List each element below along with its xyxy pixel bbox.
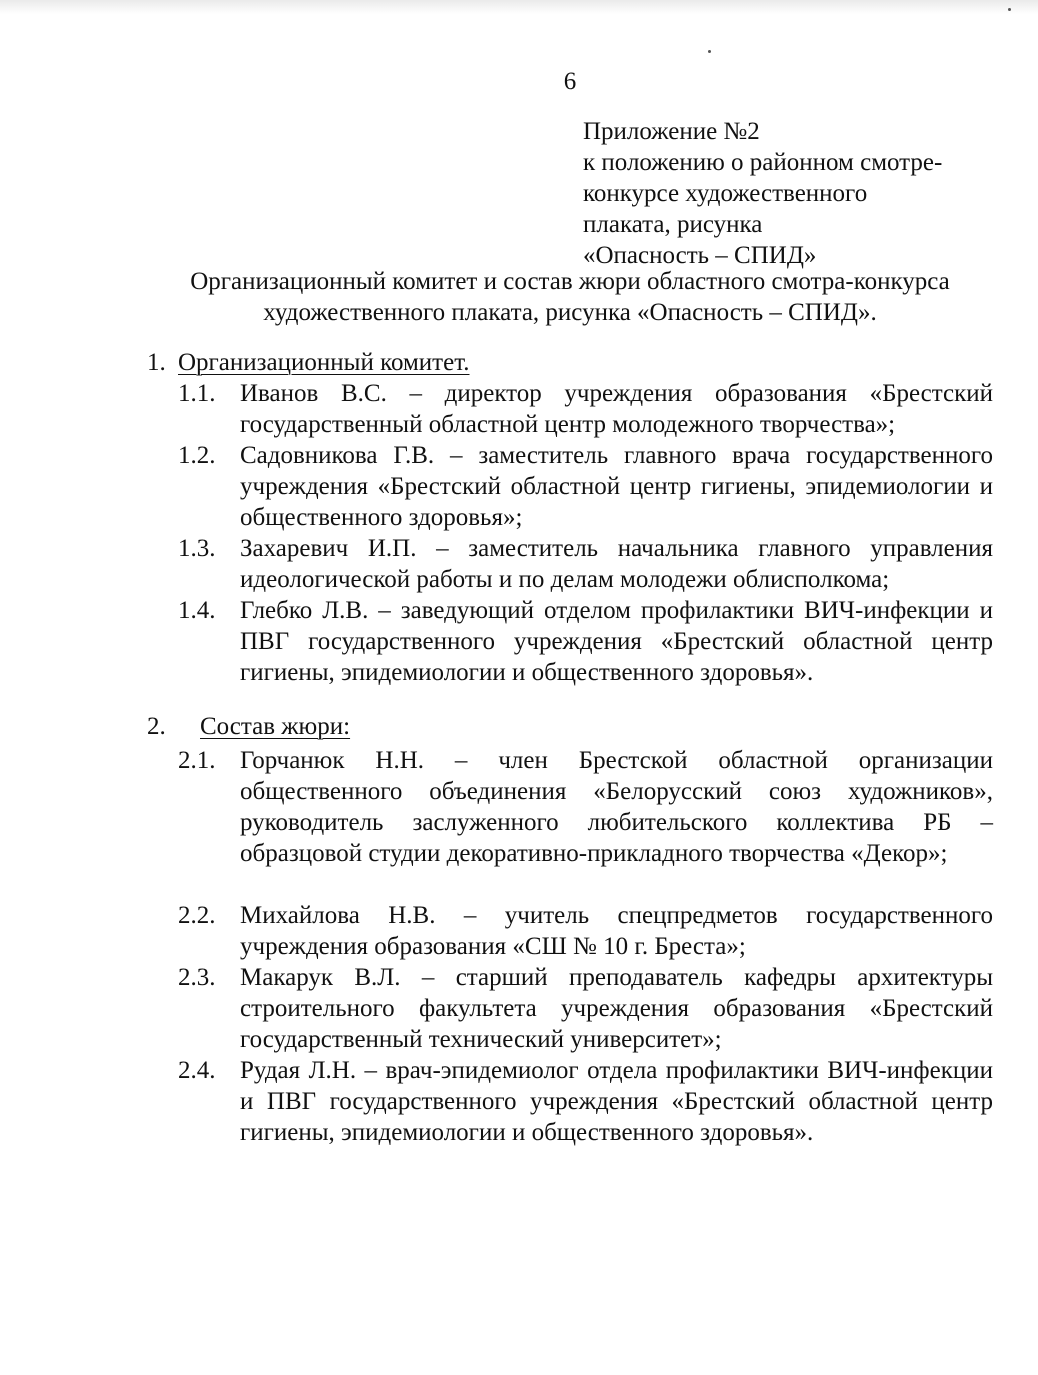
section-2-heading: [147, 711, 350, 742]
item-number: 2.4.: [178, 1057, 216, 1084]
section-number: 1.: [147, 349, 166, 376]
section-1-heading: [147, 347, 470, 378]
appendix-line: Приложение №2: [583, 118, 760, 145]
item-text: Иванов В.С. – директор учреждения образования «Брестский государственный областной центр молодежного творчества»;: [240, 380, 993, 438]
list-item: [178, 440, 993, 533]
list-item: [178, 595, 993, 688]
list-item: [178, 962, 993, 1055]
item-text: Михайлова Н.В. – учитель спецпредметов государственного учреждения образования «СШ № 10 г. Бреста»;: [240, 902, 993, 960]
item-text: Макарук В.Л. – старший преподаватель кафедры архитектуры строительного факультета учреждения образования «Брестский государственный технический университет»;: [240, 964, 993, 1053]
list-item: [178, 1055, 993, 1148]
appendix-line: конкурсе художественного: [583, 180, 868, 207]
list-item: [178, 745, 993, 869]
page-number: 6: [563, 68, 577, 95]
item-number: 2.2.: [178, 902, 216, 929]
item-text: Садовникова Г.В. – заместитель главного врача государственного учреждения «Брестский областной центр гигиены, эпидемиологии и общественного здоровья»;: [240, 442, 993, 531]
item-text: Глебко Л.В. – заведующий отделом профилактики ВИЧ-инфекции и ПВГ государственного учреждения «Брестский областной центр гигиены, эпидемиологии и общественного здоровья».: [240, 597, 993, 686]
item-number: 1.2.: [178, 442, 216, 469]
list-item: [178, 900, 993, 962]
item-text: Захаревич И.П. – заместитель начальника главного управления идеологической работы и по делам молодежи облисполкома;: [240, 535, 993, 593]
item-text: Горчанюк Н.Н. – член Брестской областной организации общественного объединения «Белорусский союз художников», руководитель заслуженного любительского коллектива РБ – образцовой студии декоративно-прикладного творчества «Декор»;: [240, 747, 993, 867]
scan-speck: [1008, 8, 1011, 11]
list-item: [178, 378, 993, 440]
item-number: 2.3.: [178, 964, 216, 991]
section-number: 2.: [147, 713, 166, 740]
document-title: Организационный комитет и состав жюри областного смотра-конкурса художественного плаката, рисунка «Опасность – СПИД».: [190, 268, 950, 326]
item-number: 1.1.: [178, 380, 216, 407]
section-title: Организационный комитет.: [178, 349, 470, 376]
appendix-block: [583, 116, 1003, 271]
section-title: Состав жюри:: [200, 713, 351, 740]
appendix-line: плаката, рисунка: [583, 211, 763, 238]
list-item: [178, 533, 993, 595]
item-number: 1.4.: [178, 597, 216, 624]
appendix-line: «Опасность – СПИД»: [583, 242, 817, 269]
item-text: Рудая Л.Н. – врач-эпидемиолог отдела профилактики ВИЧ-инфекции и ПВГ государственного учреждения «Брестский областной центр гигиены, эпидемиологии и общественного здоровья».: [240, 1057, 993, 1146]
appendix-line: к положению о районном смотре-: [583, 149, 943, 176]
scan-speck: [708, 50, 711, 53]
scan-edge-shadow: [0, 0, 1038, 14]
item-number: 2.1.: [178, 747, 216, 774]
item-number: 1.3.: [178, 535, 216, 562]
